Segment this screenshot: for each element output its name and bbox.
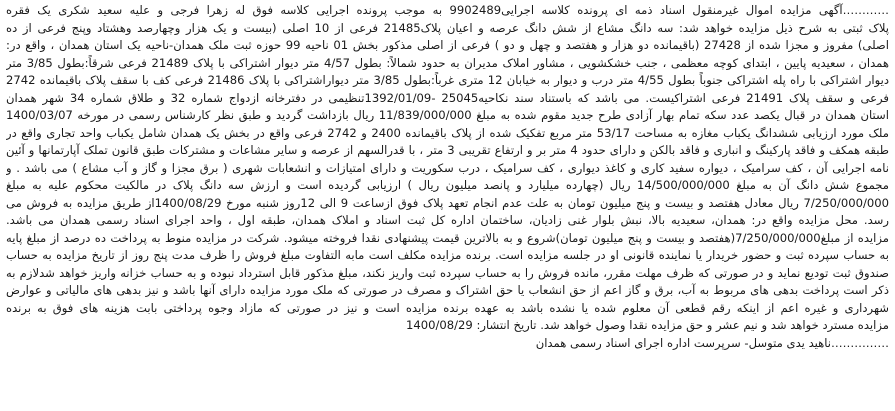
- notice-line-18: شهرداری و غیره اعم از اینکه رقم قطعی آن معلوم شده یا نشده باشد به عهده برنده مزایده است و نیز در صورتی که مازاد وجوه پرداختی بابت هزینه های فوق به برنده: [6, 300, 889, 315]
- notice-line-12: 7/250/000/000 ریال معادل هفتصد و بیست و پنج میلیون تومان به علت عدم انجام تعهد پلاک فوق ازساعت 9 الی 12روز شنبه مورخ 1400/08/29از طریق مزایده به فروش می: [6, 195, 889, 210]
- notice-line-10: نامه اجرایی آن ، کف سرامیک ، دیواره سفید کاری و کاغذ دیواری ، کف سرامیک ، درب سکوریت و دارای امتیازات و انشعابات شهری ( برق مجزا و گاز و آب مشاع ) می باشد . و: [6, 160, 889, 175]
- notice-line-19: مزایده مسترد خواهد شد و نیم عشر و حق مزایده نقدا وصول خواهد شد. تاریخ انتشار: 1400/08/29: [405, 318, 889, 332]
- notice-line-9: طبقه همکف و فاقد پارکینگ و انباری و فاقد بالکن و دارای حدود 4 متر بر و ارتفاع تقریبی 3 متر ، با قدرالسهم از عرصه و سایر مشاعات و مشترکات طبق قانون تملک آپارتمانها و آئین: [6, 143, 889, 157]
- notice-line-2: پلاک ثبتی به شرح ذیل مزایده خواهد شد: سه دانگ مشاع از شش دانگ عرصه و اعیان پلاک21485 فرعی از 10 اصلی (بیست و یک هزار وچهارصد وهشتاد وپنج فرعی از ده: [6, 20, 889, 35]
- notice-line-16: صندوق ثبت تودیع نماید و در صورتی که ظرف مهلت مقرر، مانده فروش را به حساب سپرده ثبت واریز نکند، مبلغ مذکور قابل استرداد نبوده و به حساب خزانه واریز خواهد شدلازم به: [6, 265, 889, 280]
- notice-line-13: رسد. محل مزایده واقع در: همدان، سعیدیه بالا، نبش بلوار غنی زادیان، ساختمان اداره کل ثبت اسناد و املاک همدان، طبقه اول ، واحد اجرای اسناد رسمی همدان می باشد.: [6, 213, 889, 227]
- notice-line-4: همدان ، سعیدیه پایین ، ابتدای کوچه معظمی ، جنب خشکشویی ، مشاور املاک مدیران به حدود شمالاً: بطول 4/57 متر دیوار اشتراکی با پلاک 21489 فرعی شرقاً:بطول 3/85 متر: [6, 55, 889, 70]
- notice-line-11: مجموع شش دانگ آن به مبلغ 14/500/000/000 ریال (چهارده میلیارد و پانصد میلیون ریال ) ارزیابی گردیده است و ارزش سه دانگ پلاک در مالکیت محکوم علیه به مبلغ: [6, 178, 889, 192]
- notice-line-1: …………آگهی مزایده اموال غیرمنقول اسناد ذمه ای پرونده کلاسه اجرایی9902489 به موجب پرونده اجرایی کلاسه فوق له زهرا فرجی و علیه سعید شکری یک فقره: [6, 3, 889, 17]
- notice-line-14: مزایده از مبلغ7/250/000/000(هفتصد و بیست و پنج میلیون تومان)شروع و به بالاترین قیمت پیشنهادی نقدا فروخته میشود. شرکت در مزایده منوط به پرداخت ده درصد از مبلغ پایه: [6, 230, 889, 245]
- notice-line-17: ذکر است پرداخت بدهی های مربوط به آب، برق و گاز اعم از حق انشعاب یا حق اشتراک و مصرف در صورتی که ملک مورد مزایده دارای آنها باشد و نیز بدهی های مالیاتی و عوارض: [6, 283, 889, 297]
- notice-line-7: استان همدان در قبال یکصد عدد سکه تمام بهار آزادی طرح جدید مقوم شده به مبلغ 11/839/000/000 ریال بازداشت گردید و طبق نظر کارشناس رسمی در مورخه 1400/03/07: [6, 108, 889, 122]
- notice-line-8: ملک مورد ارزیابی ششدانگ یکباب مغازه به مساحت 53/17 متر مربع تفکیک شده از پلاک باقیمانده 2400 و 2742 فرعی واقع در بخش یک همدان شامل یکباب واحد تجاری واقع در: [6, 125, 889, 140]
- notice-line-15: به حساب سپرده ثبت و حضور خریدار یا نماینده قانونی او در جلسه مزایده است. برنده مزایده مکلف است مابه التفاوت مبلغ فروش را ظرف مدت پنج روز از تاریخ مزایده به حساب: [6, 248, 889, 262]
- notice-line-5: دیوار اشتراکی با راه پله اشتراکی جنوباً بطول 4/55 متر درب و دیوار به خیابان 12 متری غرباً:بطول 3/85 متر دیواراشتراکی با پلاک 21486 فرعی کف با سقف پلاک باقیمانده 2742: [6, 73, 889, 87]
- notice-line-3: اصلی) مفروز و مجزا شده از 27428 (باقیمانده دو هزار و هفتصد و چهل و دو ) فرعی از اصلی مذکور بخش 01 ناحیه 99 حوزه ثبت ملک همدان-ناحیه یک استان همدان ، واقع در:: [6, 38, 889, 52]
- notice-line-6: فرعی و سقف پلاک 21491 فرعی اشتراکیست. می باشد که باستناد سند نکاحیه25045 -1392/01/09تنظیمی در دفترخانه ازدواج شماره 32 و طلاق شماره 34 شهر همدان: [6, 90, 889, 105]
- notice-signature: ……………ناهید یدی متوسل- سرپرست اداره اجرای اسناد رسمی همدان: [535, 335, 889, 350]
